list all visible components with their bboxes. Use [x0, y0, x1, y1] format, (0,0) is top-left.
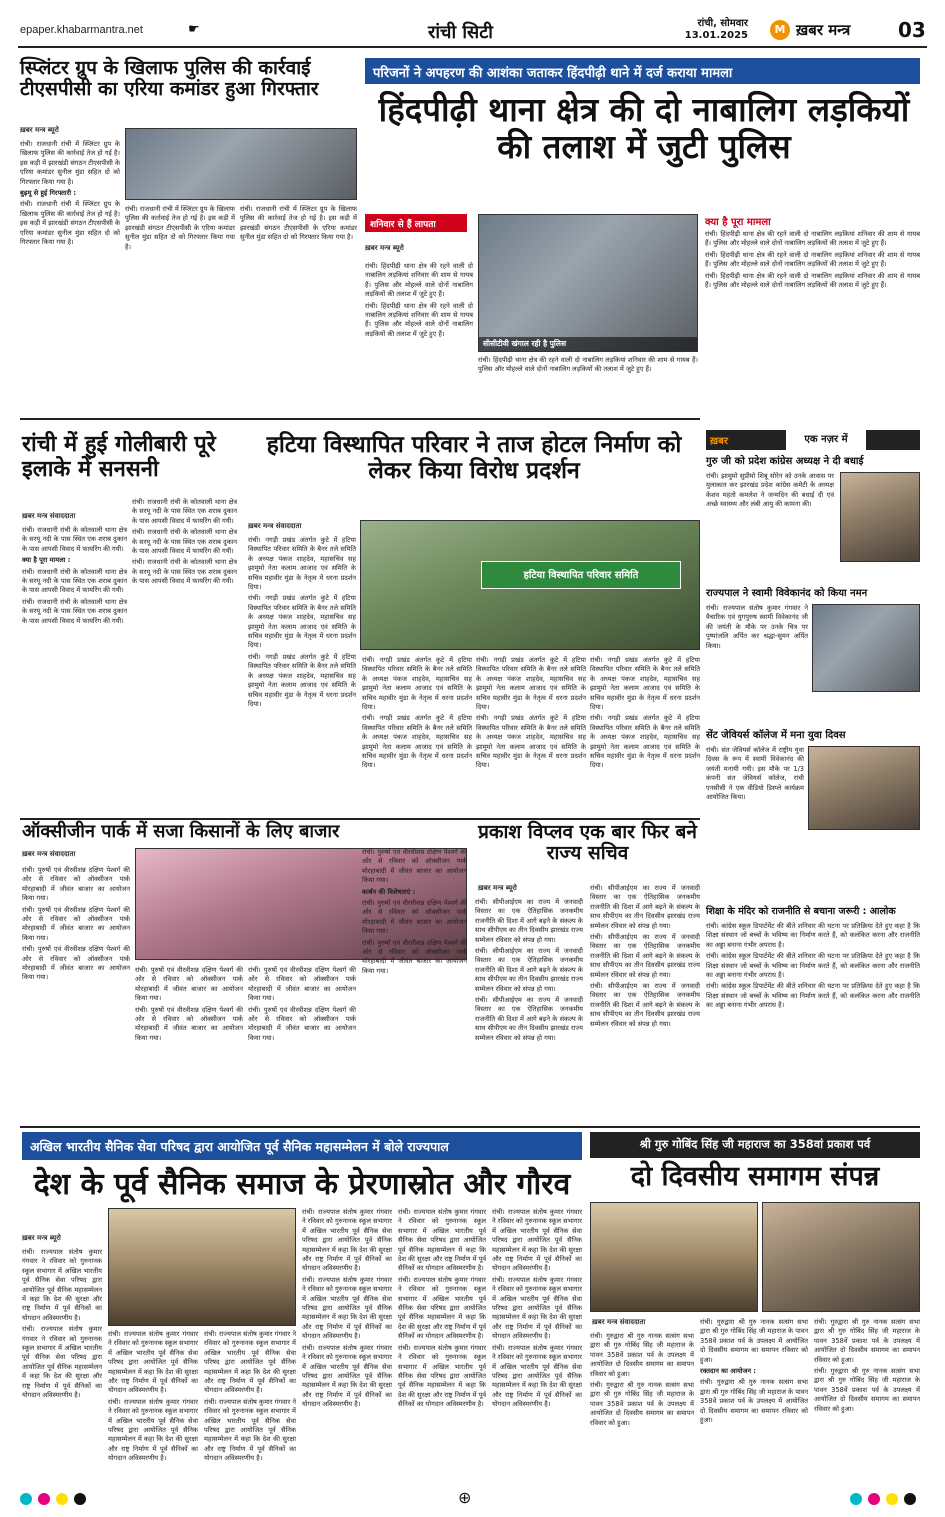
- story2-body-col2: रांची। हिंदपीढ़ी थाना क्षेत्र की रहने वाली दो नाबालिग लड़कियां शनिवार की शाम से गायब हैं। पुलिस और मोहल्ले वाले दोनों नाबालिग लड़कियों की तलाश में जुटे हुए हैं।: [478, 356, 698, 374]
- story4-headline: हटिया विस्थापित परिवार ने ताज होटल निर्माण को लेकर किया विरोध प्रदर्शन: [266, 431, 682, 484]
- registration-dot: [868, 1493, 880, 1505]
- header-place-day: रांची, सोमवार: [697, 18, 748, 29]
- story2-lead: रांची। हिंदपीढ़ी थाना क्षेत्र की रहने वाली दो नाबालिग लड़कियां शनिवार की शाम से गायब हैं। पुलिस और मोहल्ले वाले दोनों नाबालिग लड़कियों की तलाश में जुटे हुए हैं।: [365, 262, 473, 299]
- story8-lead: रांची। गुरुद्वारा श्री गुरु नानक सत्संग सभा द्वारा श्री गुरु गोबिंद सिंह जी महाराज के पावन 358वें प्रकाश पर्व के उपलक्ष्य में आयोजित दो दिवसीय समागम का समापन रविवार को हुआ।: [590, 1332, 694, 1378]
- crosshair-icon: ⊕: [458, 1488, 472, 1507]
- brief-item-1-text: रांची। राज्यपाल संतोष कुमार गंगवार ने वैचारिक एवं युगपुरुष स्वामी विवेकानंद जी की जयंती के मौके पर उनके चित्र पर पुष्पांजलि अर्पित कर श्रद्धा-सुमन अर्पित किया।: [706, 604, 808, 650]
- story2-headline: हिंदपीढ़ी थाना क्षेत्र की दो नाबालिग लड़कियों की तलाश में जुटी पुलिस: [378, 90, 910, 166]
- story4-body-col3: रांची। नगड़ी प्रखंड अंतर्गत कुटे में हटिया विस्थापित परिवार समिति के बैनर तले समिति के अध्यक्ष पंकज शाहदेव, महासचिव सह झामुमो नेता कलाम आजाद एवं समिति के सचिव महावीर मुंडा के नेतृत्व में धरना प्रदर्शन दिया। रांची। नगड़ी प्रखंड अंतर्गत कुटे में हटिया विस्थापित परिवार समिति के बैनर तले समिति के अध्यक्ष पंकज शाहदेव, महासचिव सह झामुमो नेता कलाम आजाद एवं समिति के सचिव महावीर मुंडा के नेतृत्व में धरना प्रदर्शन दिया।: [476, 656, 586, 770]
- brief-item-0-title: गुरु जी को प्रदेश कांग्रेस अध्यक्ष ने दी बधाई: [706, 456, 864, 467]
- registration-dot: [886, 1493, 898, 1505]
- story8-body-col3: रांची। गुरुद्वारा श्री गुरु नानक सत्संग सभा द्वारा श्री गुरु गोबिंद सिंह जी महाराज के पावन 358वें प्रकाश पर्व के उपलक्ष्य में आयोजित दो दिवसीय समागम का समापन रविवार को हुआ। रांची। गुरुद्वारा श्री गुरु नानक सत्संग सभा द्वारा श्री गुरु गोबिंद सिंह जी महाराज के पावन 358वें प्रकाश पर्व के उपलक्ष्य में आयोजित दो दिवसीय समागम का समापन रविवार को हुआ।: [814, 1318, 920, 1413]
- story5-byline: ख़बर मन्त्र संवाददाता: [22, 850, 76, 858]
- brand-name: ख़बर मन्त्र: [796, 21, 851, 39]
- story7-body-col6: रांची। राज्यपाल संतोष कुमार गंगवार ने रविवार को गुरुनानक स्कूल सभागार में अखिल भारतीय पूर्व सैनिक सेवा परिषद द्वारा आयोजित पूर्व सैनिक महासम्मेलन में कहा कि देश की सुरक्षा और राष्ट्र निर्माण में पूर्व सैनिकों का योगदान अविस्मरणीय है। रांची। राज्यपाल संतोष कुमार गंगवार ने रविवार को गुरुनानक स्कूल सभागार में अखिल भारतीय पूर्व सैनिक सेवा परिषद द्वारा आयोजित पूर्व सैनिक महासम्मेलन में कहा कि देश की सुरक्षा और राष्ट्र निर्माण में पूर्व सैनिकों का योगदान अविस्मरणीय है। रांची। राज्यपाल संतोष कुमार गंगवार ने रविवार को गुरुनानक स्कूल सभागार में अखिल भारतीय पूर्व सैनिक सेवा परिषद द्वारा आयोजित पूर्व सैनिक महासम्मेलन में कहा कि देश की सुरक्षा और राष्ट्र निर्माण में पूर्व सैनिकों का योगदान अविस्मरणीय है।: [492, 1208, 582, 1409]
- registration-dot: [56, 1493, 68, 1505]
- story4-lead: रांची। नगड़ी प्रखंड अंतर्गत कुटे में हटिया विस्थापित परिवार समिति के बैनर तले समिति के अध्यक्ष पंकज शाहदेव, महासचिव सह झामुमो नेता कलाम आजाद एवं समिति के सचिव महावीर मुंडा के नेतृत्व में धरना प्रदर्शन दिया।: [248, 536, 356, 592]
- story2-side-text: रांची। हिंदपीढ़ी थाना क्षेत्र की रहने वाली दो नाबालिग लड़कियां शनिवार की शाम से गायब हैं। पुलिस और मोहल्ले वाले दोनों नाबालिग लड़कियों की तलाश में जुटे हुए हैं। रांची। हिंदपीढ़ी थाना क्षेत्र की रहने वाली दो नाबालिग लड़कियां शनिवार की शाम से गायब हैं। पुलिस और मोहल्ले वाले दोनों नाबालिग लड़कियों की तलाश में जुटे हुए हैं। रांची। हिंदपीढ़ी थाना क्षेत्र की रहने वाली दो नाबालिग लड़कियां शनिवार की शाम से गायब हैं। पुलिस और मोहल्ले वाले दोनों नाबालिग लड़कियों की तलाश में जुटे हुए हैं।: [705, 230, 920, 290]
- brief-item-2-title: सेंट जेवियर्स कॉलेज में मना युवा दिवस: [706, 730, 846, 741]
- registration-dot: [20, 1493, 32, 1505]
- story6-body-col2: रांची। सीपीआईएम का राज्य में जनवादी विस्तार का एक ऐतिहासिक जनकमीय राजनीति की दिशा में आगे बढ़ने के संकल्प के साथ सीपीएम का तीन दिवसीय झारखंड राज्य सम्मेलन रविवार को संपन्न हो गया। रांची। सीपीआईएम का राज्य में जनवादी विस्तार का एक ऐतिहासिक जनकमीय राजनीति की दिशा में आगे बढ़ने के संकल्प के साथ सीपीएम का तीन दिवसीय झारखंड राज्य सम्मेलन रविवार को संपन्न हो गया। रांची। सीपीआईएम का राज्य में जनवादी विस्तार का एक ऐतिहासिक जनकमीय राजनीति की दिशा में आगे बढ़ने के संकल्प के साथ सीपीएम का तीन दिवसीय झारखंड राज्य सम्मेलन रविवार को संपन्न हो गया।: [590, 884, 700, 1028]
- story6-byline: ख़बर मन्त्र ब्यूरो: [478, 884, 517, 892]
- brief-item-2-photo: [808, 746, 920, 830]
- story8-body-col2: रांची। गुरुद्वारा श्री गुरु नानक सत्संग सभा द्वारा श्री गुरु गोबिंद सिंह जी महाराज के पावन 358वें प्रकाश पर्व के उपलक्ष्य में आयोजित दो दिवसीय समागम का समापन रविवार को हुआ। रक्तदान का आयोजन : रांची। गुरुद्वारा श्री गुरु नानक सत्संग सभा द्वारा श्री गुरु गोबिंद सिंह जी महाराज के पावन 358वें प्रकाश पर्व के उपलक्ष्य में आयोजित दो दिवसीय समागम का समापन रविवार को हुआ।: [700, 1318, 808, 1425]
- story2-tag: शनिवार से हैं लापता: [365, 214, 467, 232]
- registration-dots-left: [20, 1490, 92, 1509]
- divider: [20, 818, 700, 820]
- story8-byline: ख़बर मन्त्र संवाददाता: [592, 1318, 646, 1326]
- divider: [20, 1126, 920, 1128]
- story7-body-col5: रांची। राज्यपाल संतोष कुमार गंगवार ने रविवार को गुरुनानक स्कूल सभागार में अखिल भारतीय पूर्व सैनिक सेवा परिषद द्वारा आयोजित पूर्व सैनिक महासम्मेलन में कहा कि देश की सुरक्षा और राष्ट्र निर्माण में पूर्व सैनिकों का योगदान अविस्मरणीय है। रांची। राज्यपाल संतोष कुमार गंगवार ने रविवार को गुरुनानक स्कूल सभागार में अखिल भारतीय पूर्व सैनिक सेवा परिषद द्वारा आयोजित पूर्व सैनिक महासम्मेलन में कहा कि देश की सुरक्षा और राष्ट्र निर्माण में पूर्व सैनिकों का योगदान अविस्मरणीय है। रांची। राज्यपाल संतोष कुमार गंगवार ने रविवार को गुरुनानक स्कूल सभागार में अखिल भारतीय पूर्व सैनिक सेवा परिषद द्वारा आयोजित पूर्व सैनिक महासम्मेलन में कहा कि देश की सुरक्षा और राष्ट्र निर्माण में पूर्व सैनिकों का योगदान अविस्मरणीय है।: [398, 1208, 486, 1409]
- story5-body-col2: रांची। पुरुषों एवं वीरवीशन्न दक्षिण पेश्वर्ग की ओर से रविवार को ऑक्सीजन पार्क मोरहाबादी में जीवंत बाजार का आयोजन किया गया। रांची। पुरुषों एवं वीरवीशन्न दक्षिण पेश्वर्ग की ओर से रविवार को ऑक्सीजन पार्क मोरहाबादी में जीवंत बाजार का आयोजन किया गया।: [135, 966, 243, 1042]
- story2-photo: [478, 214, 698, 352]
- story1-byline: ख़बर मन्त्र ब्यूरो: [20, 126, 59, 134]
- brief-item-0-text: रांची। झामुमो सुप्रीमो शिबू सोरेन को उनके आवास पर मुलाकात कर झारखंड प्रदेश कांग्रेस कमेटी के अध्यक्ष केशव महतो कमलेश ने जन्मदिन की बधाई दी एवं अच्छे स्वास्थ्य और लंबी आयु की कामना की।: [706, 472, 834, 509]
- brief-item-0-photo: [840, 472, 920, 562]
- story7-photo: [108, 1208, 296, 1326]
- story4-photo: [360, 520, 700, 650]
- story1-headline: स्प्लिंटर ग्रुप के खिलाफ पुलिस की कार्रवाई टीएसपीसी का एरिया कमांडर हुआ गिरफ्तार: [20, 57, 319, 101]
- story8-body-col1: रांची। गुरुद्वारा श्री गुरु नानक सत्संग सभा द्वारा श्री गुरु गोबिंद सिंह जी महाराज के पावन 358वें प्रकाश पर्व के उपलक्ष्य में आयोजित दो दिवसीय समागम का समापन रविवार को हुआ। रांची। गुरुद्वारा श्री गुरु नानक सत्संग सभा द्वारा श्री गुरु गोबिंद सिंह जी महाराज के पावन 358वें प्रकाश पर्व के उपलक्ष्य में आयोजित दो दिवसीय समागम का समापन रविवार को हुआ।: [590, 1332, 694, 1427]
- story7-body-col2: रांची। राज्यपाल संतोष कुमार गंगवार ने रविवार को गुरुनानक स्कूल सभागार में अखिल भारतीय पूर्व सैनिक सेवा परिषद द्वारा आयोजित पूर्व सैनिक महासम्मेलन में कहा कि देश की सुरक्षा और राष्ट्र निर्माण में पूर्व सैनिकों का योगदान अविस्मरणीय है। रांची। राज्यपाल संतोष कुमार गंगवार ने रविवार को गुरुनानक स्कूल सभागार में अखिल भारतीय पूर्व सैनिक सेवा परिषद द्वारा आयोजित पूर्व सैनिक महासम्मेलन में कहा कि देश की सुरक्षा और राष्ट्र निर्माण में पूर्व सैनिकों का योगदान अविस्मरणीय है।: [108, 1330, 198, 1463]
- story4-body-col4: रांची। नगड़ी प्रखंड अंतर्गत कुटे में हटिया विस्थापित परिवार समिति के बैनर तले समिति के अध्यक्ष पंकज शाहदेव, महासचिव सह झामुमो नेता कलाम आजाद एवं समिति के सचिव महावीर मुंडा के नेतृत्व में धरना प्रदर्शन दिया। रांची। नगड़ी प्रखंड अंतर्गत कुटे में हटिया विस्थापित परिवार समिति के बैनर तले समिति के अध्यक्ष पंकज शाहदेव, महासचिव सह झामुमो नेता कलाम आजाद एवं समिति के सचिव महावीर मुंडा के नेतृत्व में धरना प्रदर्शन दिया।: [590, 656, 700, 770]
- story7-kicker: अखिल भारतीय सैनिक सेवा परिषद द्वारा आयोजित पूर्व सैनिक महासम्मेलन में बोले राज्यपाल: [22, 1132, 582, 1160]
- story5-body-col1: रांची। पुरुषों एवं वीरवीशन्न दक्षिण पेश्वर्ग की ओर से रविवार को ऑक्सीजन पार्क मोरहाबादी में जीवंत बाजार का आयोजन किया गया। रांची। पुरुषों एवं वीरवीशन्न दक्षिण पेश्वर्ग की ओर से रविवार को ऑक्सीजन पार्क मोरहाबादी में जीवंत बाजार का आयोजन किया गया। रांची। पुरुषों एवं वीरवीशन्न दक्षिण पेश्वर्ग की ओर से रविवार को ऑक्सीजन पार्क मोरहाबादी में जीवंत बाजार का आयोजन किया गया।: [22, 866, 130, 982]
- section-title: रांची सिटी: [428, 22, 493, 43]
- registration-dot: [38, 1493, 50, 1505]
- story6-body-col1: रांची। सीपीआईएम का राज्य में जनवादी विस्तार का एक ऐतिहासिक जनकमीय राजनीति की दिशा में आगे बढ़ने के संकल्प के साथ सीपीएम का तीन दिवसीय झारखंड राज्य सम्मेलन रविवार को संपन्न हो गया। रांची। सीपीआईएम का राज्य में जनवादी विस्तार का एक ऐतिहासिक जनकमीय राजनीति की दिशा में आगे बढ़ने के संकल्प के साथ सीपीएम का तीन दिवसीय झारखंड राज्य सम्मेलन रविवार को संपन्न हो गया। रांची। सीपीआईएम का राज्य में जनवादी विस्तार का एक ऐतिहासिक जनकमीय राजनीति की दिशा में आगे बढ़ने के संकल्प के साथ सीपीएम का तीन दिवसीय झारखंड राज्य सम्मेलन रविवार को संपन्न हो गया।: [475, 898, 583, 1042]
- story5-subhead: कार्बन की विशेषताएं :: [362, 887, 416, 896]
- story7-body-col3: रांची। राज्यपाल संतोष कुमार गंगवार ने रविवार को गुरुनानक स्कूल सभागार में अखिल भारतीय पूर्व सैनिक सेवा परिषद द्वारा आयोजित पूर्व सैनिक महासम्मेलन में कहा कि देश की सुरक्षा और राष्ट्र निर्माण में पूर्व सैनिकों का योगदान अविस्मरणीय है। रांची। राज्यपाल संतोष कुमार गंगवार ने रविवार को गुरुनानक स्कूल सभागार में अखिल भारतीय पूर्व सैनिक सेवा परिषद द्वारा आयोजित पूर्व सैनिक महासम्मेलन में कहा कि देश की सुरक्षा और राष्ट्र निर्माण में पूर्व सैनिकों का योगदान अविस्मरणीय है।: [204, 1330, 296, 1463]
- story4-body-col1: रांची। नगड़ी प्रखंड अंतर्गत कुटे में हटिया विस्थापित परिवार समिति के बैनर तले समिति के अध्यक्ष पंकज शाहदेव, महासचिव सह झामुमो नेता कलाम आजाद एवं समिति के सचिव महावीर मुंडा के नेतृत्व में धरना प्रदर्शन दिया। रांची। नगड़ी प्रखंड अंतर्गत कुटे में हटिया विस्थापित परिवार समिति के बैनर तले समिति के अध्यक्ष पंकज शाहदेव, महासचिव सह झामुमो नेता कलाम आजाद एवं समिति के सचिव महावीर मुंडा के नेतृत्व में धरना प्रदर्शन दिया। रांची। नगड़ी प्रखंड अंतर्गत कुटे में हटिया विस्थापित परिवार समिति के बैनर तले समिति के अध्यक्ष पंकज शाहदेव, महासचिव सह झामुमो नेता कलाम आजाद एवं समिति के सचिव महावीर मुंडा के नेतृत्व में धरना प्रदर्शन दिया।: [248, 536, 356, 708]
- story5-headline: ऑक्सीजीन पार्क में सजा किसानों के लिए बाजार: [22, 821, 340, 842]
- story8-headline: दो दिवसीय समागम संपन्न: [630, 1161, 880, 1192]
- page-header: [18, 18, 927, 48]
- registration-dot: [904, 1493, 916, 1505]
- story8-kicker: श्री गुरु गोबिंद सिंह जी महाराज का 358वां प्रकाश पर्व: [590, 1132, 920, 1158]
- registration-dots-right: [850, 1490, 922, 1509]
- story1-text-filler: रांची। राजधानी रांची में स्प्लिंटर ग्रुप के खिलाफ पुलिस की कार्रवाई तेज हो गई है। इस कड़ी में झारखंडी संगठन टीएसपीसी के एरिया कमांडर सुनील मुंडा सहित दो को गिरफ्तार किया गया है।: [20, 200, 120, 247]
- story3-lead: रांची। राजधानी रांची के कोतवाली थाना क्षेत्र के सरयू नदी के पास स्थित एक शराब दुकान के पास आपसी विवाद में फायरिंग की गयी।: [22, 526, 127, 553]
- story6-lead: रांची। सीपीआईएम का राज्य में जनवादी विस्तार का एक ऐतिहासिक जनकमीय राजनीति की दिशा में आगे बढ़ने के संकल्प के साथ सीपीएम का तीन दिवसीय झारखंड राज्य सम्मेलन रविवार को संपन्न हो गया।: [475, 898, 583, 944]
- registration-dot: [850, 1493, 862, 1505]
- story1-body-col1: [20, 140, 120, 430]
- brief-item-1-title: राज्यपाल ने स्वामी विवेकानंद को किया नमन: [706, 588, 868, 599]
- brief-section-label: ख़बर: [710, 436, 728, 447]
- site-url[interactable]: epaper.khabarmantra.net: [20, 24, 143, 36]
- story1-subhead: बुढ़मू से हुई गिरफ्तारी :: [20, 189, 76, 198]
- story7-byline: ख़बर मन्त्र ब्यूरो: [22, 1234, 61, 1242]
- story5-body-col3: रांची। पुरुषों एवं वीरवीशन्न दक्षिण पेश्वर्ग की ओर से रविवार को ऑक्सीजन पार्क मोरहाबादी में जीवंत बाजार का आयोजन किया गया। रांची। पुरुषों एवं वीरवीशन्न दक्षिण पेश्वर्ग की ओर से रविवार को ऑक्सीजन पार्क मोरहाबादी में जीवंत बाजार का आयोजन किया गया।: [248, 966, 356, 1042]
- brief-section-title: एक नज़र में: [786, 430, 866, 450]
- story1-body-col3: रांची। राजधानी रांची में स्प्लिंटर ग्रुप के खिलाफ पुलिस की कार्रवाई तेज हो गई है। इस कड़ी में झारखंडी संगठन टीएसपीसी के एरिया कमांडर सुनील मुंडा सहित दो को गिरफ्तार किया गया है।: [240, 205, 357, 242]
- story2-photo-caption: सीसीटीवी खंगाल रही है पुलिस: [479, 337, 697, 351]
- brief-item-3-title: शिक्षा के मंदिर को राजनीति से बचाना जरूरी : आलोक: [706, 906, 896, 917]
- brief-item-2-text: रांची। संत जेवियर्स कॉलेज में राष्ट्रीय युवा दिवस के रूप में स्वामी विवेकानंद की जयंती मनायी गयी। इस मौके पर 1/3 कंपनी संत जेवियर्स कॉलेज, रांची एनसीसी ने एक वीडियो डिस्प्ले कार्यक्रम आयोजित किया।: [706, 746, 804, 802]
- header-date-block: [668, 18, 748, 42]
- story7-headline: देश के पूर्व सैनिक समाज के प्रेरणास्रोत और गौरव: [33, 1167, 571, 1202]
- story2-byline: ख़बर मन्त्र ब्यूरो: [365, 244, 404, 252]
- registration-dot: [74, 1493, 86, 1505]
- pointer-icon: ☛: [188, 22, 200, 37]
- story4-byline: ख़बर मन्त्र संवाददाता: [248, 522, 302, 530]
- story2-side-title: क्या है पूरा मामला: [705, 217, 771, 228]
- story7-lead: रांची। राज्यपाल संतोष कुमार गंगवार ने रविवार को गुरुनानक स्कूल सभागार में अखिल भारतीय पूर्व सैनिक सेवा परिषद द्वारा आयोजित पूर्व सैनिक महासम्मेलन में कहा कि देश की सुरक्षा और राष्ट्र निर्माण में पूर्व सैनिकों का योगदान अविस्मरणीय है।: [22, 1248, 102, 1322]
- story3-headline: रांची में हुई गोलीबारी पूरे इलाके में सनसनी: [22, 431, 216, 482]
- story6-headline: प्रकाश विप्लव एक बार फिर बने राज्य सचिव: [478, 821, 697, 865]
- story3-subhead: क्या है पूरा मामला :: [22, 556, 71, 565]
- story4-banner: हटिया विस्थापित परिवार समिति: [481, 561, 681, 589]
- story1-photo: [125, 128, 357, 200]
- story8-photo-right: [762, 1202, 920, 1312]
- story2-body-col1: रांची। हिंदपीढ़ी थाना क्षेत्र की रहने वाली दो नाबालिग लड़कियां शनिवार की शाम से गायब हैं। पुलिस और मोहल्ले वाले दोनों नाबालिग लड़कियों की तलाश में जुटे हुए हैं। रांची। हिंदपीढ़ी थाना क्षेत्र की रहने वाली दो नाबालिग लड़कियां शनिवार की शाम से गायब हैं। पुलिस और मोहल्ले वाले दोनों नाबालिग लड़कियों की तलाश में जुटे हुए हैं।: [365, 262, 473, 338]
- story3-body-col1: रांची। राजधानी रांची के कोतवाली थाना क्षेत्र के सरयू नदी के पास स्थित एक शराब दुकान के पास आपसी विवाद में फायरिंग की गयी। क्या है पूरा मामला : रांची। राजधानी रांची के कोतवाली थाना क्षेत्र के सरयू नदी के पास स्थित एक शराब दुकान के पास आपसी विवाद में फायरिंग की गयी। रांची। राजधानी रांची के कोतवाली थाना क्षेत्र के सरयू नदी के पास स्थित एक शराब दुकान के पास आपसी विवाद में फायरिंग की गयी।: [22, 526, 127, 625]
- story2-kicker: परिजनों ने अपहरण की आशंका जताकर हिंदपीढ़ी थाने में दर्ज कराया मामला: [365, 58, 920, 84]
- brief-item-1-photo: [812, 604, 920, 692]
- story7-body-col1: रांची। राज्यपाल संतोष कुमार गंगवार ने रविवार को गुरुनानक स्कूल सभागार में अखिल भारतीय पूर्व सैनिक सेवा परिषद द्वारा आयोजित पूर्व सैनिक महासम्मेलन में कहा कि देश की सुरक्षा और राष्ट्र निर्माण में पूर्व सैनिकों का योगदान अविस्मरणीय है। रांची। राज्यपाल संतोष कुमार गंगवार ने रविवार को गुरुनानक स्कूल सभागार में अखिल भारतीय पूर्व सैनिक सेवा परिषद द्वारा आयोजित पूर्व सैनिक महासम्मेलन में कहा कि देश की सुरक्षा और राष्ट्र निर्माण में पूर्व सैनिकों का योगदान अविस्मरणीय है।: [22, 1248, 102, 1400]
- story3-body-col2: रांची। राजधानी रांची के कोतवाली थाना क्षेत्र के सरयू नदी के पास स्थित एक शराब दुकान के पास आपसी विवाद में फायरिंग की गयी। रांची। राजधानी रांची के कोतवाली थाना क्षेत्र के सरयू नदी के पास स्थित एक शराब दुकान के पास आपसी विवाद में फायरिंग की गयी। रांची। राजधानी रांची के कोतवाली थाना क्षेत्र के सरयू नदी के पास स्थित एक शराब दुकान के पास आपसी विवाद में फायरिंग की गयी।: [132, 498, 237, 586]
- header-date: 13.01.2025: [684, 30, 748, 41]
- divider: [20, 418, 700, 420]
- page-number: 03: [898, 18, 926, 42]
- story1-lead: रांची। राजधानी रांची में स्प्लिंटर ग्रुप के खिलाफ पुलिस की कार्रवाई तेज हो गई है। इस कड़ी में झारखंडी संगठन टीएसपीसी के एरिया कमांडर सुनील मुंडा सहित दो को गिरफ्तार किया गया है।: [20, 140, 120, 186]
- brief-header: [706, 430, 920, 450]
- registration-marks: [20, 1490, 925, 1506]
- story8-photo-left: [590, 1202, 758, 1312]
- story3-byline: ख़बर मन्त्र संवाददाता: [22, 512, 76, 520]
- story8-subhead: रक्तदान का आयोजन :: [700, 1367, 756, 1376]
- brand-logo-icon: M: [770, 20, 790, 40]
- story5-body-col4: रांची। पुरुषों एवं वीरवीशन्न दक्षिण पेश्वर्ग की ओर से रविवार को ऑक्सीजन पार्क मोरहाबादी में जीवंत बाजार का आयोजन किया गया। कार्बन की विशेषताएं : रांची। पुरुषों एवं वीरवीशन्न दक्षिण पेश्वर्ग की ओर से रविवार को ऑक्सीजन पार्क मोरहाबादी में जीवंत बाजार का आयोजन किया गया। रांची। पुरुषों एवं वीरवीशन्न दक्षिण पेश्वर्ग की ओर से रविवार को ऑक्सीजन पार्क मोरहाबादी में जीवंत बाजार का आयोजन किया गया।: [362, 848, 467, 975]
- brief-item-3-text: रांची। कांग्रेस स्कूल डिपार्टमेंट की बीते शनिवार की घटना पर प्रतिक्रिया देते हुए कहा है कि शिक्षा संस्थान जो बच्चों के भविष्य का निर्माण करते हैं, को कलंकित करना और राजनीति का अड्डा बनाना गंभीर अपराध है। रांची। कांग्रेस स्कूल डिपार्टमेंट की बीते शनिवार की घटना पर प्रतिक्रिया देते हुए कहा है कि शिक्षा संस्थान जो बच्चों के भविष्य का निर्माण करते हैं, को कलंकित करना और राजनीति का अड्डा बनाना गंभीर अपराध है। रांची। कांग्रेस स्कूल डिपार्टमेंट की बीते शनिवार की घटना पर प्रतिक्रिया देते हुए कहा है कि शिक्षा संस्थान जो बच्चों के भविष्य का निर्माण करते हैं, को कलंकित करना और राजनीति का अड्डा बनाना गंभीर अपराध है।: [706, 922, 920, 1010]
- story7-body-col4: रांची। राज्यपाल संतोष कुमार गंगवार ने रविवार को गुरुनानक स्कूल सभागार में अखिल भारतीय पूर्व सैनिक सेवा परिषद द्वारा आयोजित पूर्व सैनिक महासम्मेलन में कहा कि देश की सुरक्षा और राष्ट्र निर्माण में पूर्व सैनिकों का योगदान अविस्मरणीय है। रांची। राज्यपाल संतोष कुमार गंगवार ने रविवार को गुरुनानक स्कूल सभागार में अखिल भारतीय पूर्व सैनिक सेवा परिषद द्वारा आयोजित पूर्व सैनिक महासम्मेलन में कहा कि देश की सुरक्षा और राष्ट्र निर्माण में पूर्व सैनिकों का योगदान अविस्मरणीय है। रांची। राज्यपाल संतोष कुमार गंगवार ने रविवार को गुरुनानक स्कूल सभागार में अखिल भारतीय पूर्व सैनिक सेवा परिषद द्वारा आयोजित पूर्व सैनिक महासम्मेलन में कहा कि देश की सुरक्षा और राष्ट्र निर्माण में पूर्व सैनिकों का योगदान अविस्मरणीय है।: [302, 1208, 392, 1409]
- story1-body-col2: रांची। राजधानी रांची में स्प्लिंटर ग्रुप के खिलाफ पुलिस की कार्रवाई तेज हो गई है। इस कड़ी में झारखंडी संगठन टीएसपीसी के एरिया कमांडर सुनील मुंडा सहित दो को गिरफ्तार किया गया है।: [125, 205, 235, 251]
- story5-lead: रांची। पुरुषों एवं वीरवीशन्न दक्षिण पेश्वर्ग की ओर से रविवार को ऑक्सीजन पार्क मोरहाबादी में जीवंत बाजार का आयोजन किया गया।: [22, 866, 130, 903]
- story4-body-col2: रांची। नगड़ी प्रखंड अंतर्गत कुटे में हटिया विस्थापित परिवार समिति के बैनर तले समिति के अध्यक्ष पंकज शाहदेव, महासचिव सह झामुमो नेता कलाम आजाद एवं समिति के सचिव महावीर मुंडा के नेतृत्व में धरना प्रदर्शन दिया। रांची। नगड़ी प्रखंड अंतर्गत कुटे में हटिया विस्थापित परिवार समिति के बैनर तले समिति के अध्यक्ष पंकज शाहदेव, महासचिव सह झामुमो नेता कलाम आजाद एवं समिति के सचिव महावीर मुंडा के नेतृत्व में धरना प्रदर्शन दिया।: [362, 656, 472, 770]
